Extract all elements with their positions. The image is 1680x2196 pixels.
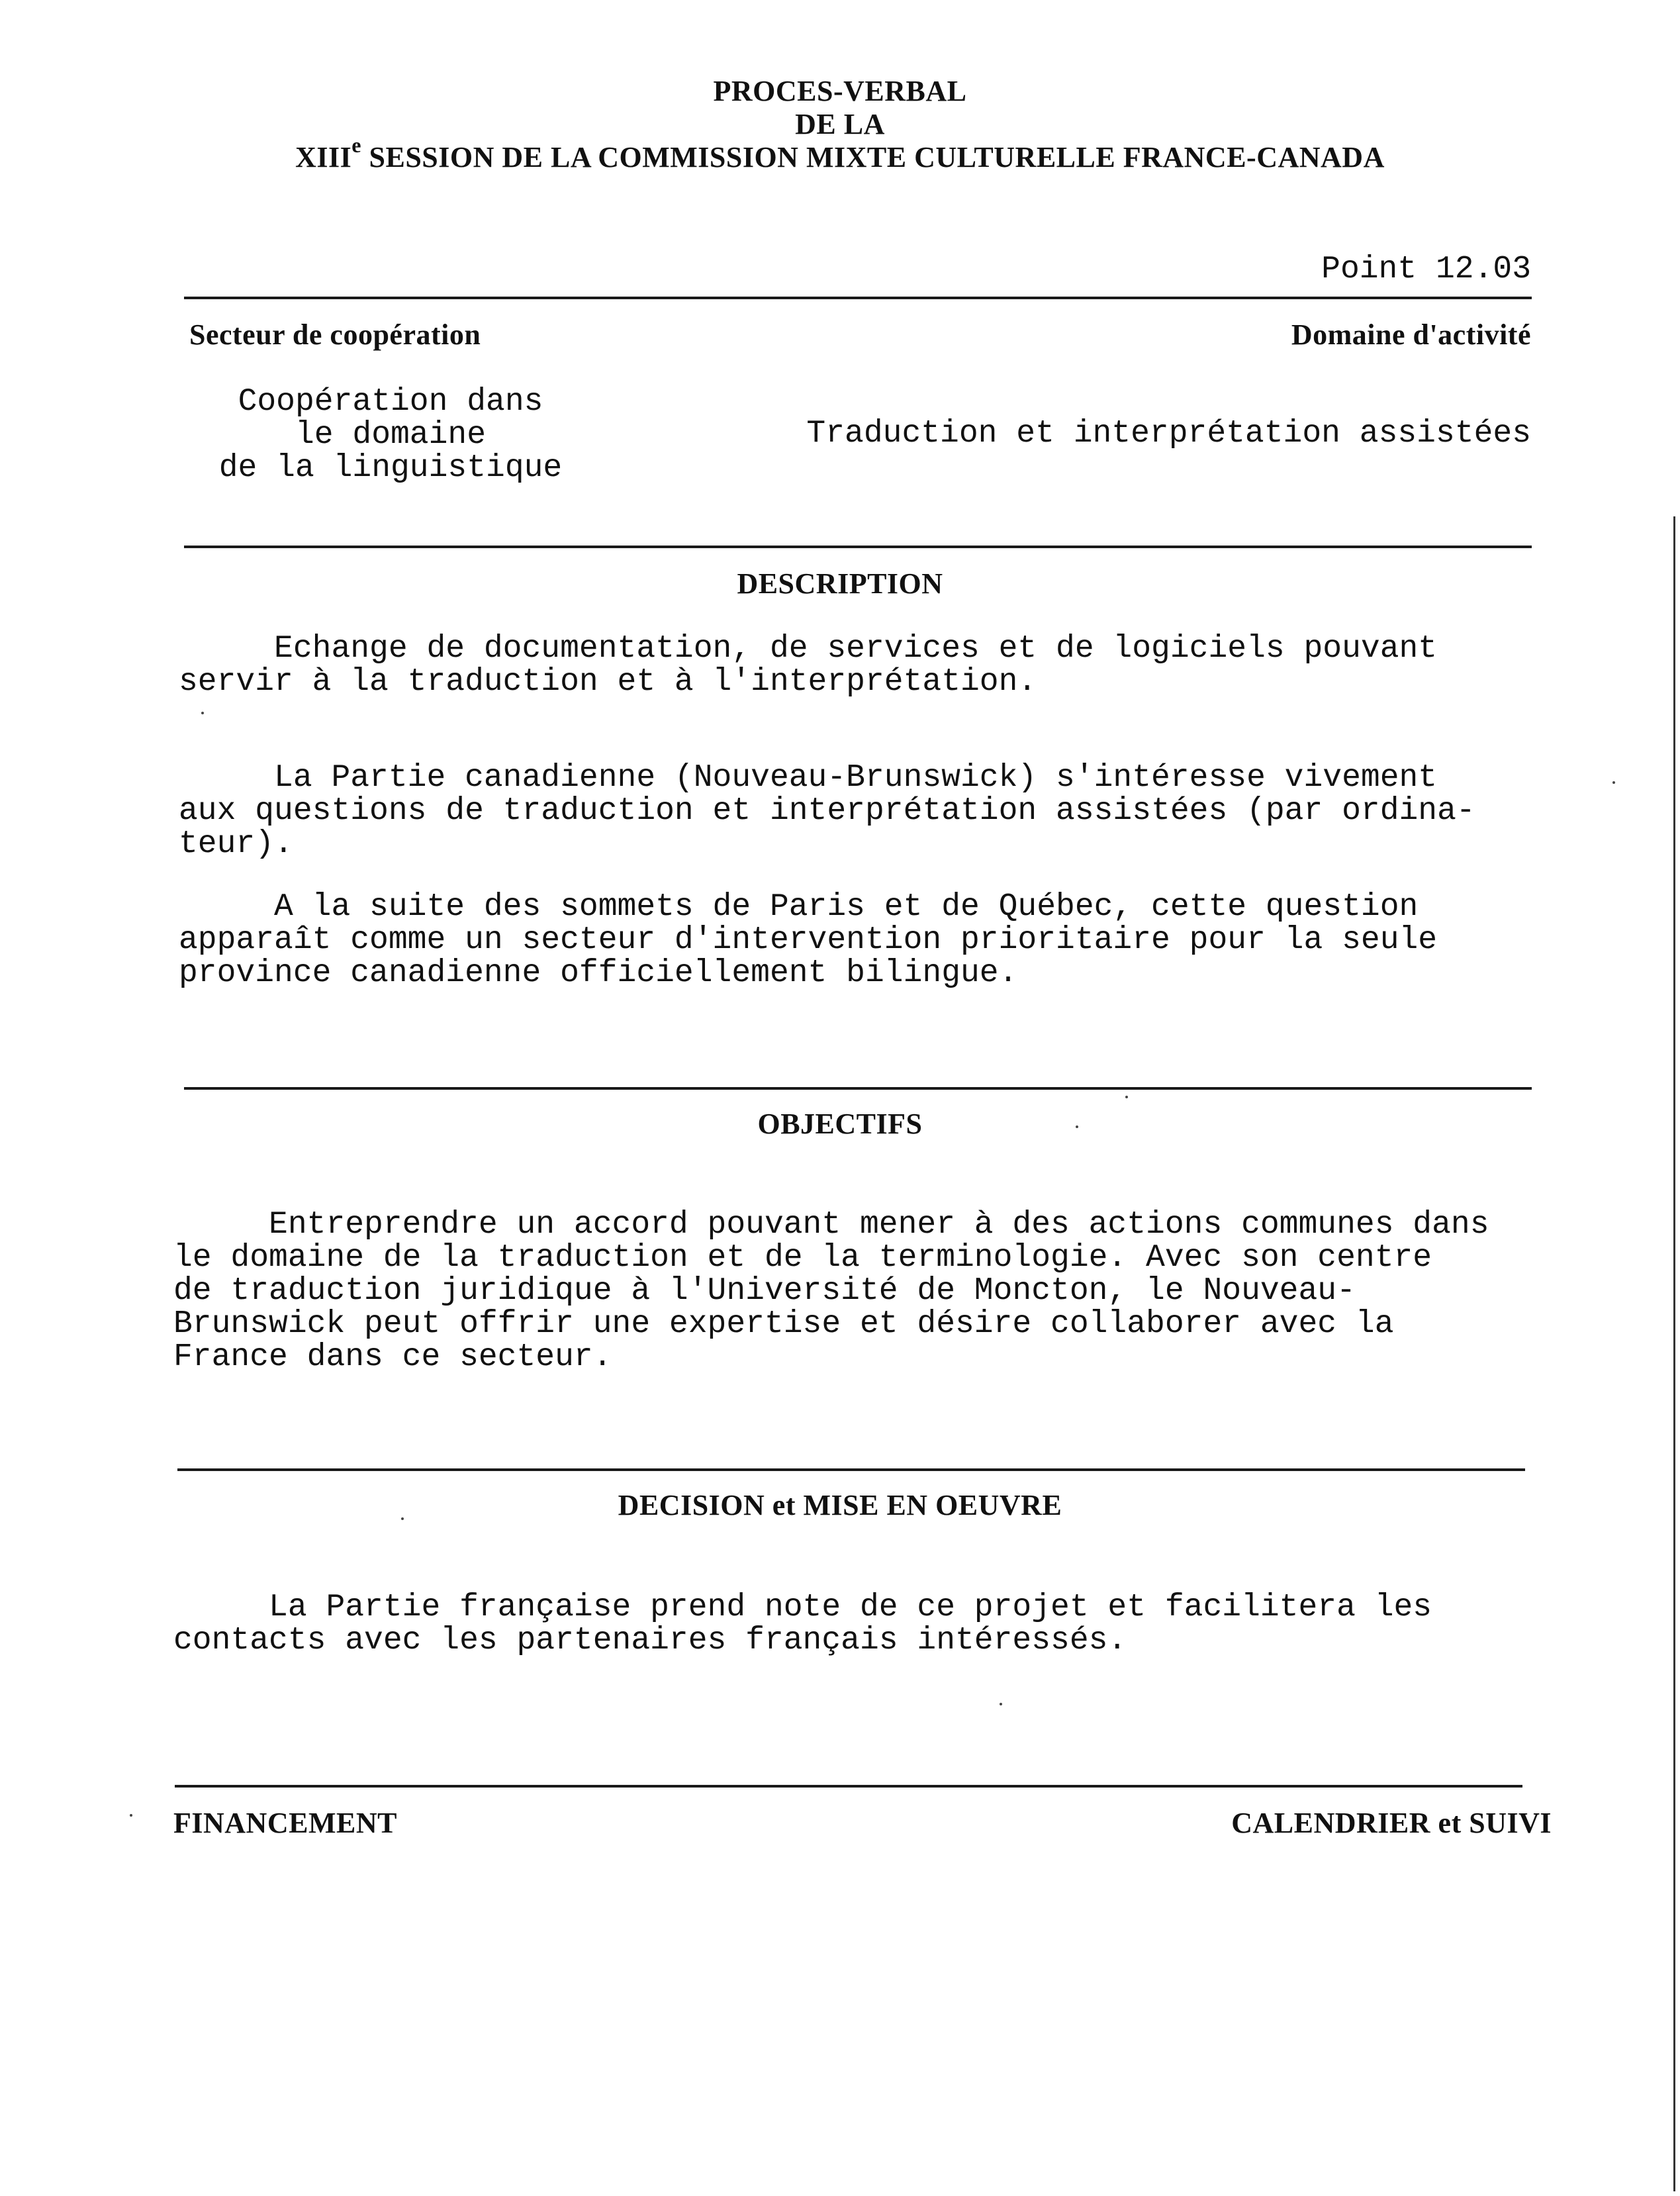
scan-speck [1612, 781, 1615, 784]
description-heading: DESCRIPTION [737, 567, 943, 600]
title-line-3 [0, 133, 1680, 174]
domaine-value: Traduction et interprétation assistées [806, 416, 1531, 452]
secteur-heading: Secteur de coopération [189, 318, 481, 351]
divider-description [184, 546, 1532, 548]
decision-heading: DECISION et MISE EN OEUVRE [618, 1489, 1062, 1521]
divider-decision [177, 1468, 1525, 1471]
secteur-value-line-1: Coopération dans [238, 384, 543, 420]
scan-speck [1125, 1096, 1128, 1098]
scan-speck [130, 1814, 132, 1817]
session-number: XIII [295, 141, 352, 173]
scan-speck [401, 1517, 404, 1520]
scan-speck [1076, 1125, 1078, 1128]
description-paragraph-1: Echange de documentation, de services et de logiciels pouvant servir à la traduction et à l'interprétation. [179, 631, 1438, 700]
title-line-1: PROCES-VERBAL [713, 75, 967, 107]
divider-objectifs [184, 1087, 1532, 1090]
scan-edge-line [1673, 516, 1675, 2191]
domaine-heading: Domaine d'activité [1291, 318, 1531, 351]
description-paragraph-2: La Partie canadienne (Nouveau-Brunswick) s'intéresse vivement aux questions de traduction et interprétation assistées (par ordina- teur). [179, 760, 1475, 862]
objectifs-paragraph: Entreprendre un accord pouvant mener à des actions communes dans le domaine de la traduction et de la terminologie. Avec son centre de traduction juridique à l'Université de Moncton, le Nouveau- Brunswick peut offrir une expertise et désire collaborer avec la France dans ce secteur. [173, 1207, 1489, 1375]
decision-paragraph: La Partie française prend note de ce projet et facilitera les contacts avec les partenaires français intéressés. [173, 1590, 1432, 1658]
secteur-value-line-2: le domaine [295, 417, 487, 453]
title-line-2: DE LA [795, 108, 885, 140]
objectifs-heading: OBJECTIFS [757, 1108, 923, 1140]
divider-footer [175, 1785, 1522, 1788]
session-superscript: e [351, 133, 361, 157]
title-line-3-rest: SESSION DE LA COMMISSION MIXTE CULTURELLE FRANCE-CANADA [361, 141, 1385, 173]
calendrier-heading: CALENDRIER et SUIVI [1231, 1807, 1552, 1839]
divider-top [184, 297, 1532, 299]
point-number: Point 12.03 [1321, 252, 1531, 287]
financement-heading: FINANCEMENT [173, 1807, 397, 1839]
scan-speck [201, 712, 204, 714]
description-paragraph-3: A la suite des sommets de Paris et de Québec, cette question apparaît comme un secteur d'intervention prioritaire pour la seule province canadienne officiellement bilingue. [179, 889, 1438, 991]
secteur-value-line-3: de la linguistique [218, 450, 563, 486]
scan-speck [1000, 1703, 1002, 1705]
